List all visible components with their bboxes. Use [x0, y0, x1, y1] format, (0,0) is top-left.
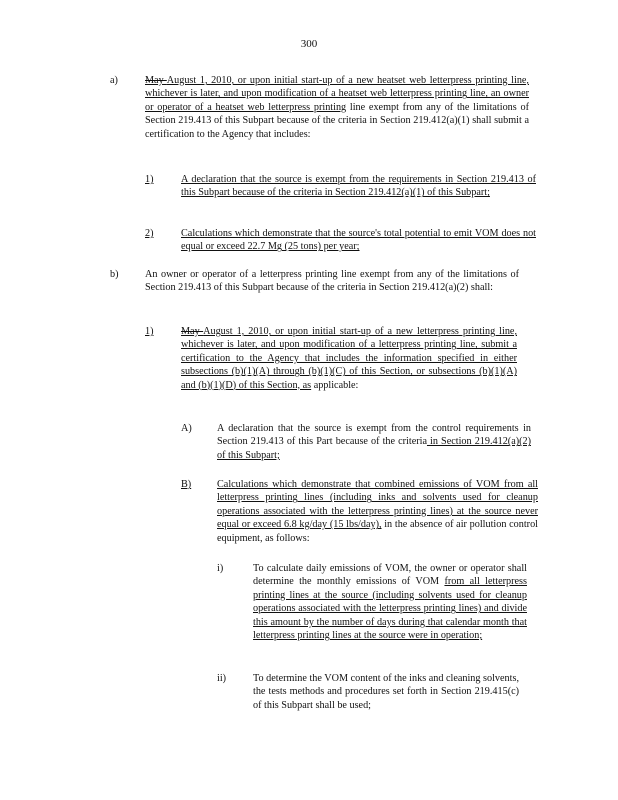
section-a-marker: a)	[110, 75, 118, 86]
section-a1-marker: 1)	[145, 174, 154, 185]
section-b1b-ii-plain: To determine the VOM content of the inks and cleaning solvents, the tests methods and procedures set forth in Section 219.415(c) of this Subpart shall be used;	[253, 673, 519, 711]
section-b1a-plain: A declaration that the source is exempt from the control requirements in Section 219.413 of this Part because of the criteria	[217, 423, 531, 448]
section-b1-struck: May	[181, 326, 204, 337]
section-b1b-underlined: Calculations which demonstrate that combined emissions of VOM from all letterpress printing lines (including inks and solvents used for cleanup operations associated with the letterpress printing lines) at the source never equal or exceed 6.8 kg/day (15 lbs/day),	[217, 479, 538, 531]
section-b1b-text	[217, 478, 538, 545]
section-b1-rest: applicable:	[311, 379, 359, 391]
section-a2-marker: 2)	[145, 228, 154, 239]
section-a-text	[145, 74, 529, 141]
section-b1-new-text: August 1, 2010, or upon initial start-up of a new letterpress printing line, whichever is later, and upon modification of a letterpress printing line, submit a certification to the Agency that includes the information specified in either subsections (b)(1)(A) through (b)(1)(C) of this Section, or subsections (b)(1)(A) and (b)(1)(D) of this Section, as	[181, 326, 517, 391]
section-b-text: An owner or operator of a letterpress printing line exempt from any of the limitations of Section 219.413 of this Subpart because of the criteria in Section 219.412(a)(2) shall:	[145, 269, 519, 294]
section-b1b-ii-text	[253, 672, 519, 712]
section-a-new-text: August 1, 2010, or upon initial start-up of a new heatset web letterpress printing line, whichever is later, and upon modification of a heatset web letterpress printing line, an owner or operator of a heatset web letterpress printing	[145, 75, 529, 113]
section-a2-text: Calculations which demonstrate that the source's total potential to emit VOM does not equal or exceed 22.7 Mg (25 tons) per year;	[181, 228, 536, 253]
section-b1a-underlined: in Section 219.412(a)(2) of this Subpart;	[217, 436, 531, 461]
section-b1b-i-text	[253, 562, 527, 642]
section-a-struck: May	[145, 75, 167, 86]
section-b1a-marker: A)	[181, 423, 192, 434]
section-a-rest: line exempt from any of the limitations of Section 219.413 of this Subpart because of the criteria in Section 219.412(a)(1) shall submit a certification to the Agency that includes:	[145, 101, 529, 140]
section-b1b-plain: in the absence of air pollution control equipment, as follows:	[217, 519, 538, 544]
section-b1a-text	[217, 422, 531, 462]
section-b1b-i-marker: i)	[217, 563, 224, 574]
section-b1-marker: 1)	[145, 326, 154, 337]
section-b1-text	[181, 325, 517, 392]
section-b1b-marker: B)	[181, 479, 192, 490]
section-a1-text: A declaration that the source is exempt from the requirements in Section 219.413 of this Subpart because of the criteria in Section 219.412(a)(1) of this Subpart;	[181, 174, 536, 199]
section-b1b-i-plain: To calculate daily emissions of VOM, the owner or operator shall determine the monthly emissions of VOM	[253, 563, 527, 588]
section-b1b-i-underlined: from all letterpress printing lines at the source (including solvents used for cleanup operations associated with the letterpress printing lines) and divide this amount by the number of days during that calendar month that letterpress printing lines at the source were in operation;	[253, 576, 527, 642]
section-b-marker: b)	[110, 269, 119, 280]
section-b1b-ii-marker: ii)	[217, 673, 227, 684]
page-number: 300	[300, 38, 318, 50]
